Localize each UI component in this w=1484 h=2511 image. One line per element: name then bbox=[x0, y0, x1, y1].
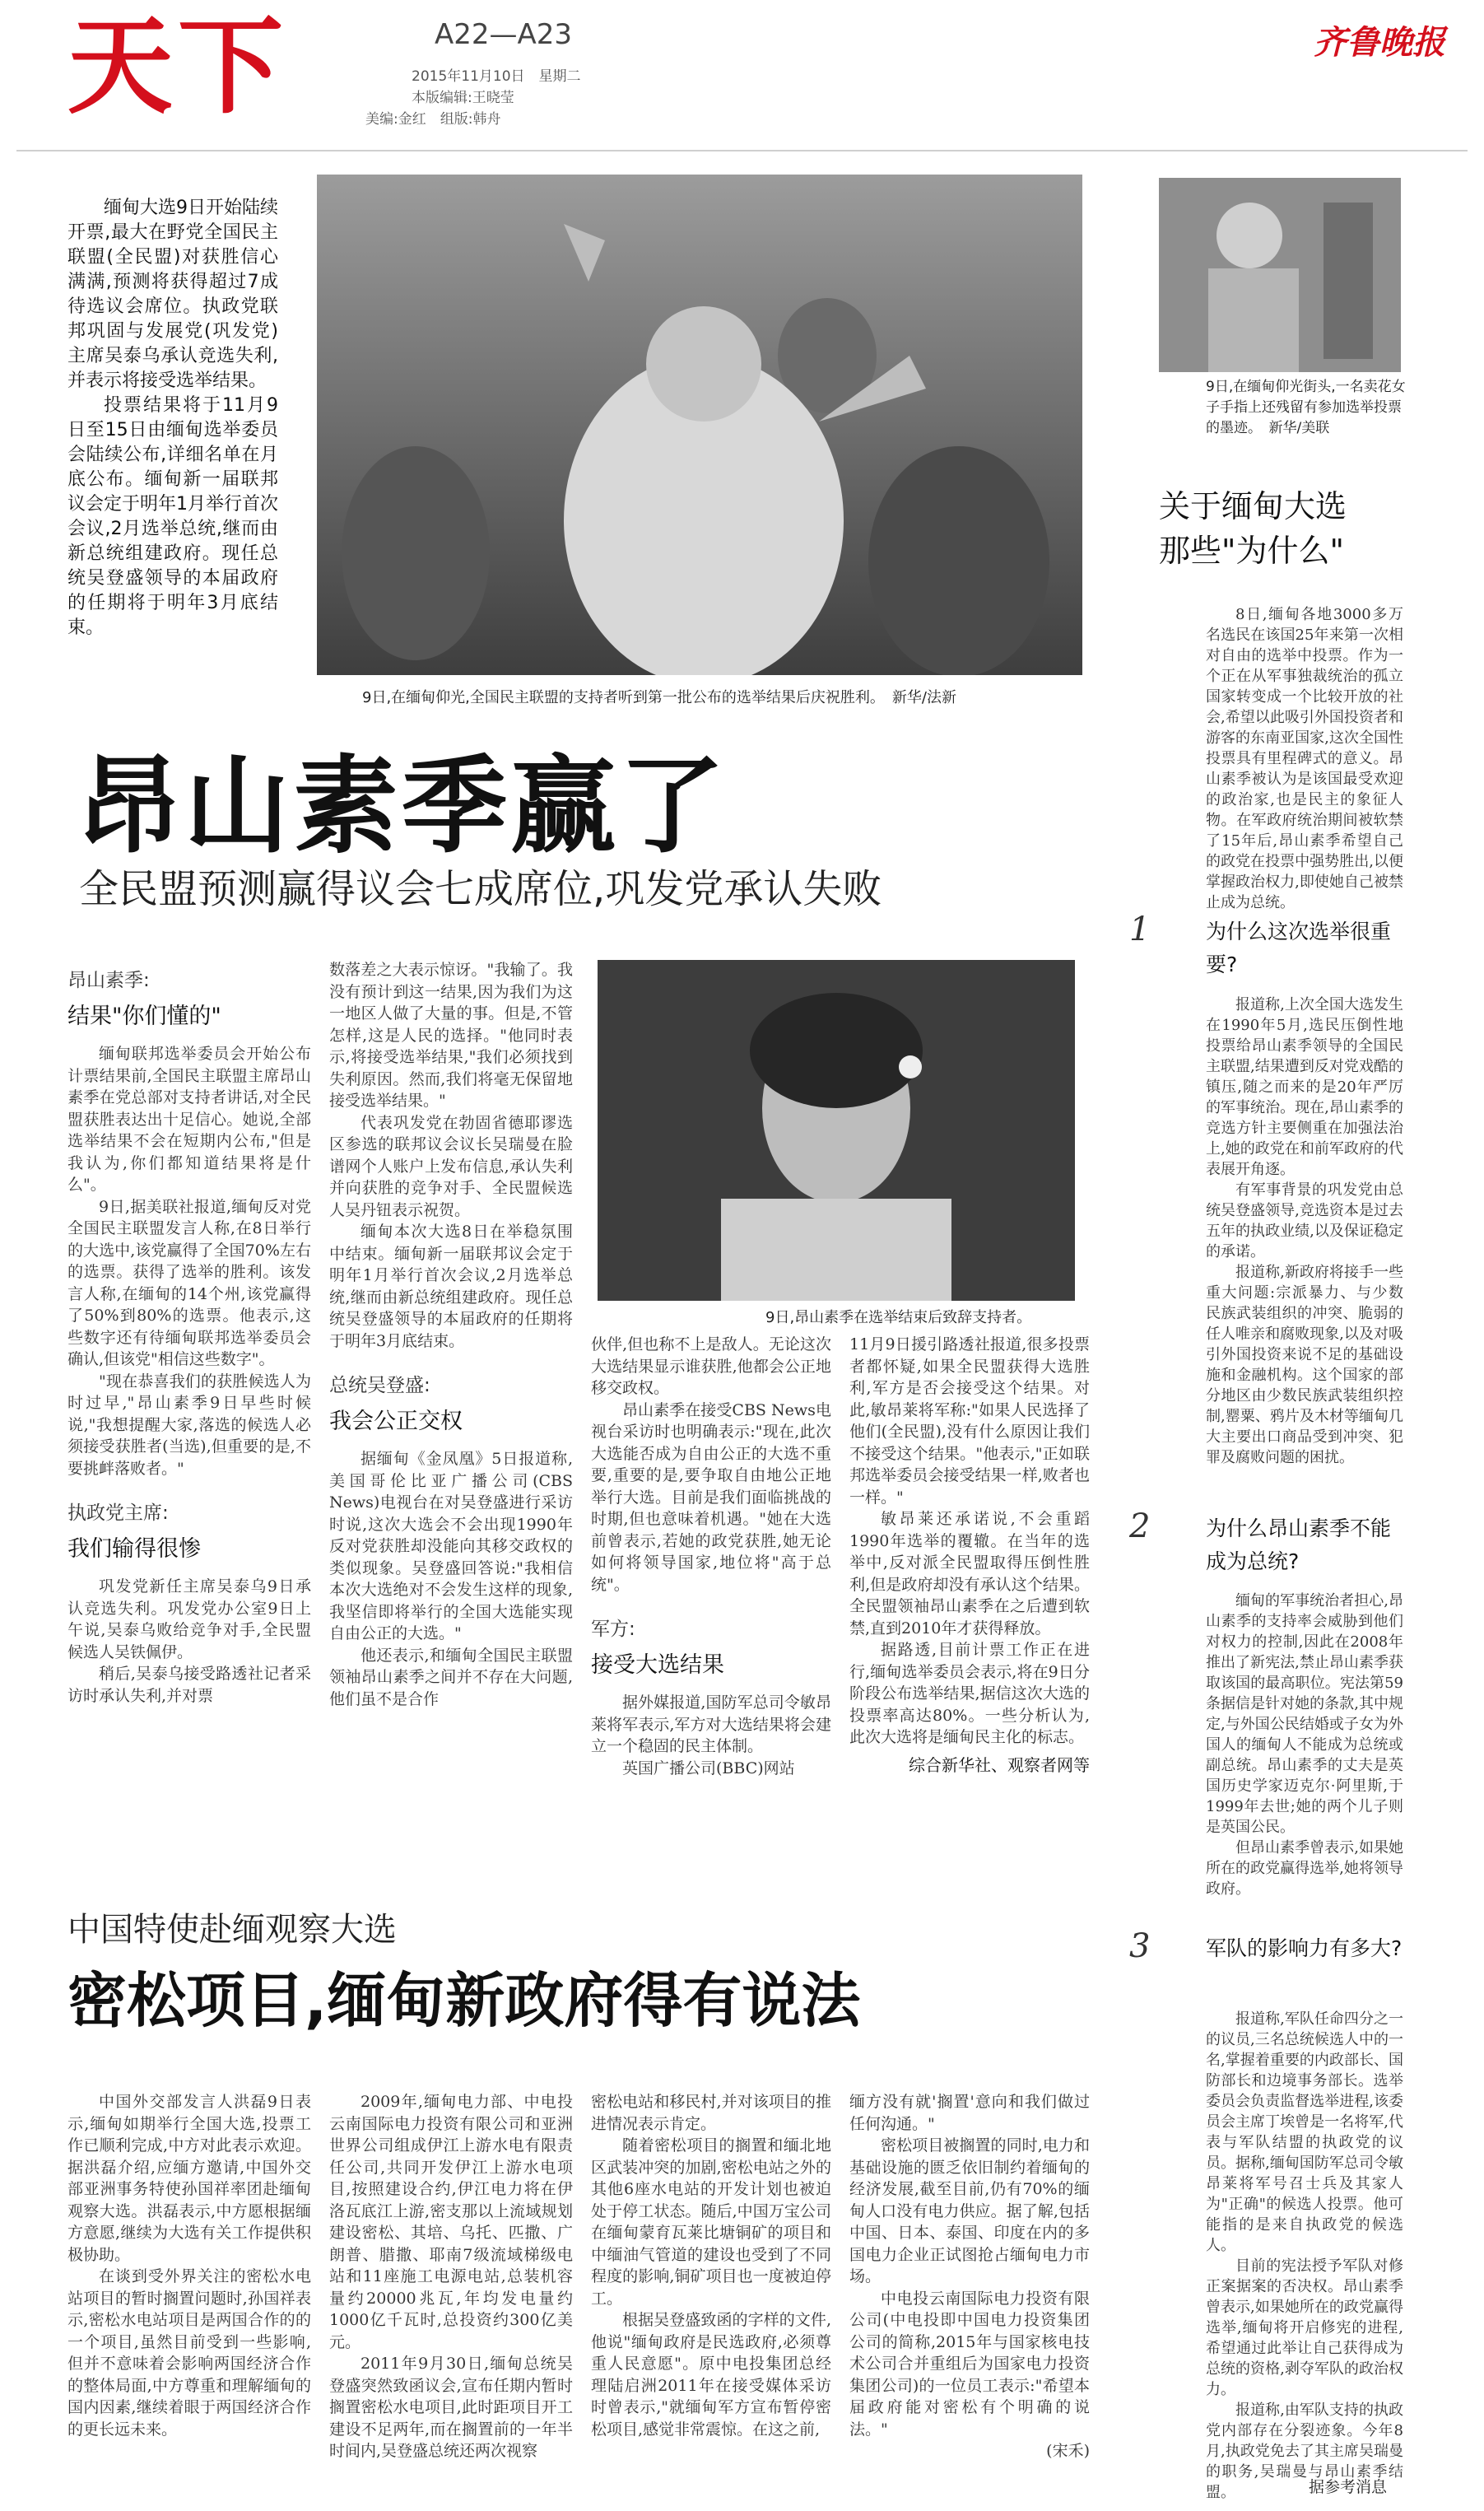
body-paragraph: 密松电站和移民村,并对该项目的推进情况表示肯定。 bbox=[591, 2093, 831, 2133]
question-text: 军队的影响力有多大? bbox=[1206, 1936, 1403, 1960]
page-numbers: A22—A23 bbox=[435, 18, 573, 51]
body-paragraph: 英国广播公司(BBC)网站 bbox=[622, 1759, 795, 1777]
answer-3 bbox=[1206, 2009, 1403, 2503]
portrait-caption: 9日,昂山素季在选举结束后致辞支持者。 bbox=[765, 1309, 1032, 1326]
answer-2 bbox=[1206, 1591, 1403, 1899]
body-paragraph: 缅甸本次大选8日在举稳氛围中结束。缅甸新一届联邦议会定于明年1月举行首次会议,2月选举总统,继而由新总统组建政府。现任总统吴登盛领导的本届政府的任期将于明年3月底结束。 bbox=[329, 1223, 573, 1350]
answer-paragraph: 报道称,上次全国大选发生在1990年5月,选民压倒性地投票给昂山素季领导的全国民主联盟,结果遭到反对党戏酷的镇压,随之而来的是20年严厉的军事统治。现在,昂山素季的竞选方针主要侧重在加强法治上,她的政党在和前军政府的代表展开角逐。 bbox=[1206, 996, 1403, 1178]
question-number: 3 bbox=[1129, 1927, 1151, 1965]
question-number: 1 bbox=[1129, 911, 1151, 948]
story2-column-3 bbox=[591, 2091, 831, 2440]
body-paragraph: 代表巩发党在勃固省德耶谬选区参选的联邦议会议长吴瑞曼在脸谱网个人账户上发布信息,承认失利并向获胜的竞争对手、全民盟候选人吴丹钮表示祝贺。 bbox=[329, 1113, 573, 1219]
answer-paragraph: 目前的宪法授予军队对修正案据案的否决权。昂山素季曾表示,如果她所在的政党赢得选举,缅甸将开启修宪的进程,希望通过此举让自己获得成为总统的资格,剥夺军队的政治权力。 bbox=[1206, 2257, 1403, 2398]
section-heading: 我会公正交权 bbox=[329, 1409, 463, 1434]
sidebar-intro: 8日,缅甸各地3000多万名选民在该国25年来第一次相对自由的选举中投票。作为一个正在从军事独裁统治的孤立国家转变成一个比较开放的社会,希望以此吸引外国投资者和游客的东南亚国家,这次全国性投票具有里程碑式的意义。昂山素季被认为是该国最受欢迎的政治家,也是民主的象征人物。在军政府统治期间被软禁了15年后,昂山素季希望自己的政党在投票中强势胜出,以便掌握政治权力,即使她自己被禁止成为总统。 bbox=[1206, 606, 1403, 911]
story2-column-2 bbox=[329, 2091, 573, 2462]
sidebar-source: 据参考消息 bbox=[1309, 2478, 1388, 2496]
answer-paragraph: 报道称,军队任命四分之一的议员,三名总统候选人中的一名,掌握着重要的内政部长、国防部长和边境事务部长。选举委员会负责监督选举进程,该委员会主席丁埃曾是一名将军,代表与军队结盟的执政党的议员。据称,缅甸国防军总司令敏昂莱将军号召士兵及其家人为"正确"的候选人投票。他可能指的是来自执政党的候选人。 bbox=[1206, 2010, 1403, 2254]
story2-column-4 bbox=[849, 2091, 1090, 2462]
flower-seller-image bbox=[1159, 178, 1401, 372]
article-body bbox=[591, 1334, 831, 1596]
art-credit: 美编:金红 组版:韩舟 bbox=[365, 111, 501, 128]
intro-paragraph: 缅甸大选9日开始陆续开票,最大在野党全国民主联盟(全民盟)对获胜信心满满,预测将获得超过7成待选议会席位。执政党联邦巩固与发展党(巩发党)主席吴泰乌承认竞选失利,并表示将接受选举结果。 bbox=[67, 198, 278, 391]
paper-name-logo: 齐鲁晚报 bbox=[1314, 23, 1445, 62]
section-kicker: 执政党主席: bbox=[67, 1502, 169, 1524]
article-body bbox=[329, 1448, 573, 1710]
body-paragraph: 昂山素季在接受CBS News电视台采访时也明确表示:"现在,此次大选能否成为自由公正的大选不重要,重要的是,要争取自由地公正地举行大选。目前是我们面临挑战的时期,但也意味着机遇。"她在大选前曾表示,若她的政党获胜,她无论如何将领导国家,地位将"高于总统"。 bbox=[591, 1400, 831, 1594]
section-heading: 接受大选结果 bbox=[591, 1652, 724, 1678]
body-paragraph: 敏昂莱还承诺说,不会重蹈1990年选举的覆辙。在当年的选举中,反对派全民盟取得压倒性胜利,但是政府却没有承认这个结果。全民盟领袖昂山素季在之后遭到软禁,直到2010年才获得释放。 bbox=[849, 1510, 1090, 1638]
section-heading: 我们输得很惨 bbox=[67, 1536, 201, 1562]
body-paragraph: 他还表示,和缅甸全国民主联盟领袖昂山素季之间并不存在大问题,他们虽不是合作 bbox=[329, 1646, 573, 1708]
intro-text bbox=[67, 196, 278, 641]
masthead-divider bbox=[16, 150, 1468, 151]
sub-headline: 全民盟预测赢得议会七成席位,巩发党承认失败 bbox=[79, 866, 882, 912]
article-body bbox=[849, 1334, 1090, 1749]
answer-paragraph: 报道称,由军队支持的执政党内部存在分裂迹象。今年8月,执政党免去了其主席吴瑞曼的职务,吴瑞曼与昂山素季结盟。 bbox=[1206, 2402, 1403, 2501]
answer-paragraph: 有军事背景的巩发党由总统吴登盛领导,竞选资本是过去五年的执政业绩,以及保证稳定的承诺。 bbox=[1206, 1181, 1403, 1260]
question-text: 为什么这次选举很重要? bbox=[1206, 920, 1392, 976]
section-heading: 结果"你们懂的" bbox=[67, 1004, 221, 1029]
story2-column-1 bbox=[67, 2091, 311, 2440]
body-paragraph: 在谈到受外界关注的密松水电站项目的暂时搁置问题时,孙国祥表示,密松水电站项目是两国合作的的一个项目,虽然目前受到一些影响,但并不意味着会影响两国经济合作的整体局面,中方尊重和理解缅甸的国内因素,继续着眼于两国经济合作的更长远未来。 bbox=[67, 2267, 311, 2439]
body-paragraph: 中电投云南国际电力投资有限公司(中电投即中国电力投资集团公司的简称,2015年与国家核电技术公司合并重组后为国家电力投资集团公司)的一位员工表示:"希望本届政府能对密松有个明确的说法。" bbox=[849, 2289, 1090, 2439]
section-kicker: 总统吴登盛: bbox=[329, 1375, 430, 1396]
body-paragraph: 随着密松项目的搁置和缅北地区武装冲突的加剧,密松电站之外的其他6座水电站的开发计划也被迫处于停工状态。随后,中国万宝公司在缅甸蒙育瓦莱比塘铜矿的项目和中缅油气管道的建设也受到了不同程度的影响,铜矿项目也一度被迫停工。 bbox=[591, 2136, 831, 2308]
question-number: 2 bbox=[1129, 1507, 1151, 1545]
body-paragraph: 9日,据美联社报道,缅甸反对党全国民主联盟发言人称,在8日举行的大选中,该党赢得了全国70%左右的选票。获得了选举的胜利。该发言人称,在缅甸的14个州,该党赢得了50%到80%的选票。他表示,这些数字还有待缅甸联邦选举委员会确认,但该党"相信这些数字"。 bbox=[67, 1197, 311, 1368]
body-paragraph: 巩发党新任主席吴泰乌9日承认竞选失利。巩发党办公室9日上午说,吴泰乌败给竞争对手,全民盟候选人吴铁佩伊。 bbox=[67, 1577, 311, 1661]
article-body bbox=[67, 1043, 311, 1479]
question-1 bbox=[1129, 911, 1405, 981]
body-paragraph: "现在恭喜我们的获胜候选人为时过早,"昂山素季9日早些时候说,"我想提醒大家,落选的候选人必须接受获胜者(当选),但重要的是,不要挑衅落败者。" bbox=[67, 1372, 311, 1478]
body-paragraph: 稍后,吴泰乌接受路透社记者采访时承认失利,并对票 bbox=[67, 1665, 311, 1705]
article-body bbox=[591, 1692, 831, 1779]
article-body bbox=[67, 1576, 311, 1707]
article-column-b bbox=[329, 959, 573, 1710]
answer-paragraph: 但昂山素季曾表示,如果她所在的政党赢得选举,她将领导政府。 bbox=[1206, 1839, 1403, 1898]
article-column-a bbox=[67, 965, 311, 1707]
celebration-photo bbox=[317, 175, 1082, 675]
story2-headline: 密松项目,缅甸新政府得有说法 bbox=[67, 1966, 861, 2035]
section-kicker: 军方: bbox=[591, 1619, 635, 1640]
answer-paragraph: 报道称,新政府将接手一些重大问题:宗派暴力、与少数民族武装组织的冲突、脆弱的任人唯亲和腐败现象,以及对吸引外国投资来说不足的基础设施和金融机构。这个国家的部分地区由少数民族武装组织控制,罂粟、鸦片及木材等缅甸几大主要出口商品受到冲突、犯罪及腐败问题的困扰。 bbox=[1206, 1264, 1403, 1466]
body-paragraph: 2011年9月30日,缅甸总统吴登盛突然致函议会,宣布任期内暂时搁置密松水电项目,此时距项目开工建设不足两年,而在搁置前的一年半时间内,吴登盛总统还两次视察 bbox=[329, 2355, 573, 2460]
body-paragraph: 缅方没有就'搁置'意向和我们做过任何沟通。" bbox=[849, 2093, 1090, 2133]
body-paragraph: 11月9日援引路透社报道,很多投票者都怀疑,如果全民盟获得大选胜利,军方是否会接受这个结果。对此,敏昂莱将军称:"如果人民选择了他们(全民盟),没有什么原因让我们不接受这个结果。"他表示,"正如联邦选举委员会接受结果一样,败者也一样。" bbox=[849, 1335, 1090, 1507]
body-paragraph: 缅甸联邦选举委员会开始公布计票结果前,全国民主联盟主席昂山素季在党总部对支持者讲话,对全民盟获胜表达出十足信心。她说,全部选举结果不会在短期内公布,"但是我认为,你们都知道结果将是什么"。 bbox=[67, 1045, 311, 1194]
portrait-image bbox=[598, 960, 1075, 1301]
article-column-d bbox=[849, 1334, 1090, 1776]
story2-kicker: 中国特使赴缅观察大选 bbox=[67, 1911, 397, 1949]
suu-kyi-portrait bbox=[598, 960, 1075, 1301]
body-paragraph: 2009年,缅甸电力部、中电投云南国际电力投资有限公司和亚洲世界公司组成伊江上游水电有限责任公司,共同开发伊江上游水电项目,按照建设合约,伊江电力将在伊洛瓦底江上游,密支那以上流域规划建设密松、其培、乌托、匹撒、广朗普、腊撒、耶南7级流域梯级电站和11座施工电源电站,总装机容量约20000兆瓦,年均发电量约1000亿千瓦时,总投资约300亿美元。 bbox=[329, 2093, 573, 2351]
answer-1 bbox=[1206, 995, 1403, 1468]
sidebar-title-line: 那些"为什么" bbox=[1159, 533, 1344, 569]
question-3 bbox=[1129, 1927, 1405, 1965]
main-photo-caption: 9日,在缅甸仰光,全国民主联盟的支持者听到第一批公布的选举结果后庆祝胜利。 新华/法新 bbox=[362, 689, 956, 706]
article-source: 综合新华社、观察者网等 bbox=[909, 1754, 1090, 1775]
article-body bbox=[329, 959, 573, 1352]
side-photo-caption: 9日,在缅甸仰光街头,一名卖花女子手指上还残留有参加选举投票的墨迹。 新华/美联 bbox=[1206, 379, 1406, 436]
flower-seller-photo bbox=[1159, 178, 1401, 372]
body-paragraph: 据缅甸《金凤凰》5日报道称,美国哥伦比亚广播公司(CBS News)电视台在对吴登盛进行采访时说,这次大选会不会出现1990年反对党获胜却没能向其移交政权的类似现象。吴登盛回答说:"我相信本次大选绝对不会发生这样的现象,我坚信即将举行的全国大选能实现自由公正的大选。" bbox=[329, 1450, 573, 1642]
section-title: 天下 bbox=[67, 6, 289, 128]
answer-paragraph: 缅甸的军事统治者担心,昂山素季的支持率会威胁到他们对权力的控制,因此在2008年推出了新宪法,禁止昂山素季获取该国的最高职位。宪法第59条据信是针对她的条款,其中规定,与外国公民结婚或子女为外国人的缅甸人不能成为总统或副总统。昂山素季的丈夫是英国历史学家迈克尔·阿里斯,于1999年去世;她的两个儿子则是英国公民。 bbox=[1206, 1592, 1403, 1836]
body-paragraph: 据路透,目前计票工作正在进行,缅甸选举委员会表示,将在9日分阶段公布选举结果,据信这次大选的投票率高达80%。一些分析认为,此次大选将是缅甸民主化的标志。 bbox=[849, 1641, 1090, 1746]
masthead bbox=[0, 0, 1484, 156]
section-kicker: 昂山素季: bbox=[67, 970, 150, 991]
body-paragraph: 数落差之大表示惊讶。"我输了。我没有预计到这一结果,因为我们为这一地区人做了大量的事。但是,不管怎样,这是人民的选择。"他同时表示,将接受选举结果,"我们必须找到失利原因。然而,我们将毫无保留地接受选举结果。" bbox=[329, 961, 573, 1110]
body-paragraph: 根据吴登盛致函的字样的文件,他说"缅甸政府是民选政府,必须尊重人民意愿"。原中电投集团总经理陆启洲2011年在接受媒体采访时曾表示,"就缅甸军方宣布暂停密松项目,感觉非常震惊。在这之前, bbox=[591, 2311, 831, 2439]
sidebar-title-line: 关于缅甸大选 bbox=[1159, 488, 1347, 524]
sidebar-title bbox=[1159, 484, 1406, 573]
crowd-image bbox=[317, 175, 1082, 675]
question-text: 为什么昂山素季不能成为总统? bbox=[1206, 1516, 1392, 1573]
body-paragraph: 中国外交部发言人洪磊9日表示,缅甸如期举行全国大选,投票工作已顺利完成,中方对此表示欢迎。据洪磊介绍,应缅方邀请,中国外交部亚洲事务特使孙国祥率团赴缅甸观察大选。洪磊表示,中方愿根据缅方意愿,继续为大选有关工作提供积极协助。 bbox=[67, 2093, 311, 2264]
article-column-c bbox=[591, 1334, 831, 1779]
body-paragraph: 据外媒报道,国防军总司令敏昂莱将军表示,军方对大选结果将会建立一个稳固的民主体制。 bbox=[591, 1693, 831, 1755]
question-2 bbox=[1129, 1507, 1405, 1578]
issue-date: 2015年11月10日 星期二 bbox=[412, 68, 581, 85]
story2-source: (宋禾) bbox=[1046, 2442, 1090, 2460]
intro-paragraph: 投票结果将于11月9日至15日由缅甸选举委员会陆续公布,详细名单在月底公布。缅甸新一届联邦议会定于明年1月举行首次会议,2月选举总统,继而由新总统组建政府。现任总统吴登盛领导的本届政府的任期将于明年3月底结束。 bbox=[67, 395, 278, 638]
body-paragraph: 密松项目被搁置的同时,电力和基础设施的匮乏依旧制约着缅甸的经济发展,截至目前,仍有70%的缅甸人口没有电力供应。据了解,包括中国、日本、泰国、印度在内的多国电力企业正试图抢占缅甸电力市场。 bbox=[849, 2136, 1090, 2285]
body-paragraph: 伙伴,但也称不上是敌人。无论这次大选结果显示谁获胜,他都会公正地移交政权。 bbox=[591, 1335, 831, 1397]
main-headline: 昂山素季赢了 bbox=[76, 745, 728, 868]
editor-credit: 本版编辑:王晓莹 bbox=[412, 90, 514, 106]
